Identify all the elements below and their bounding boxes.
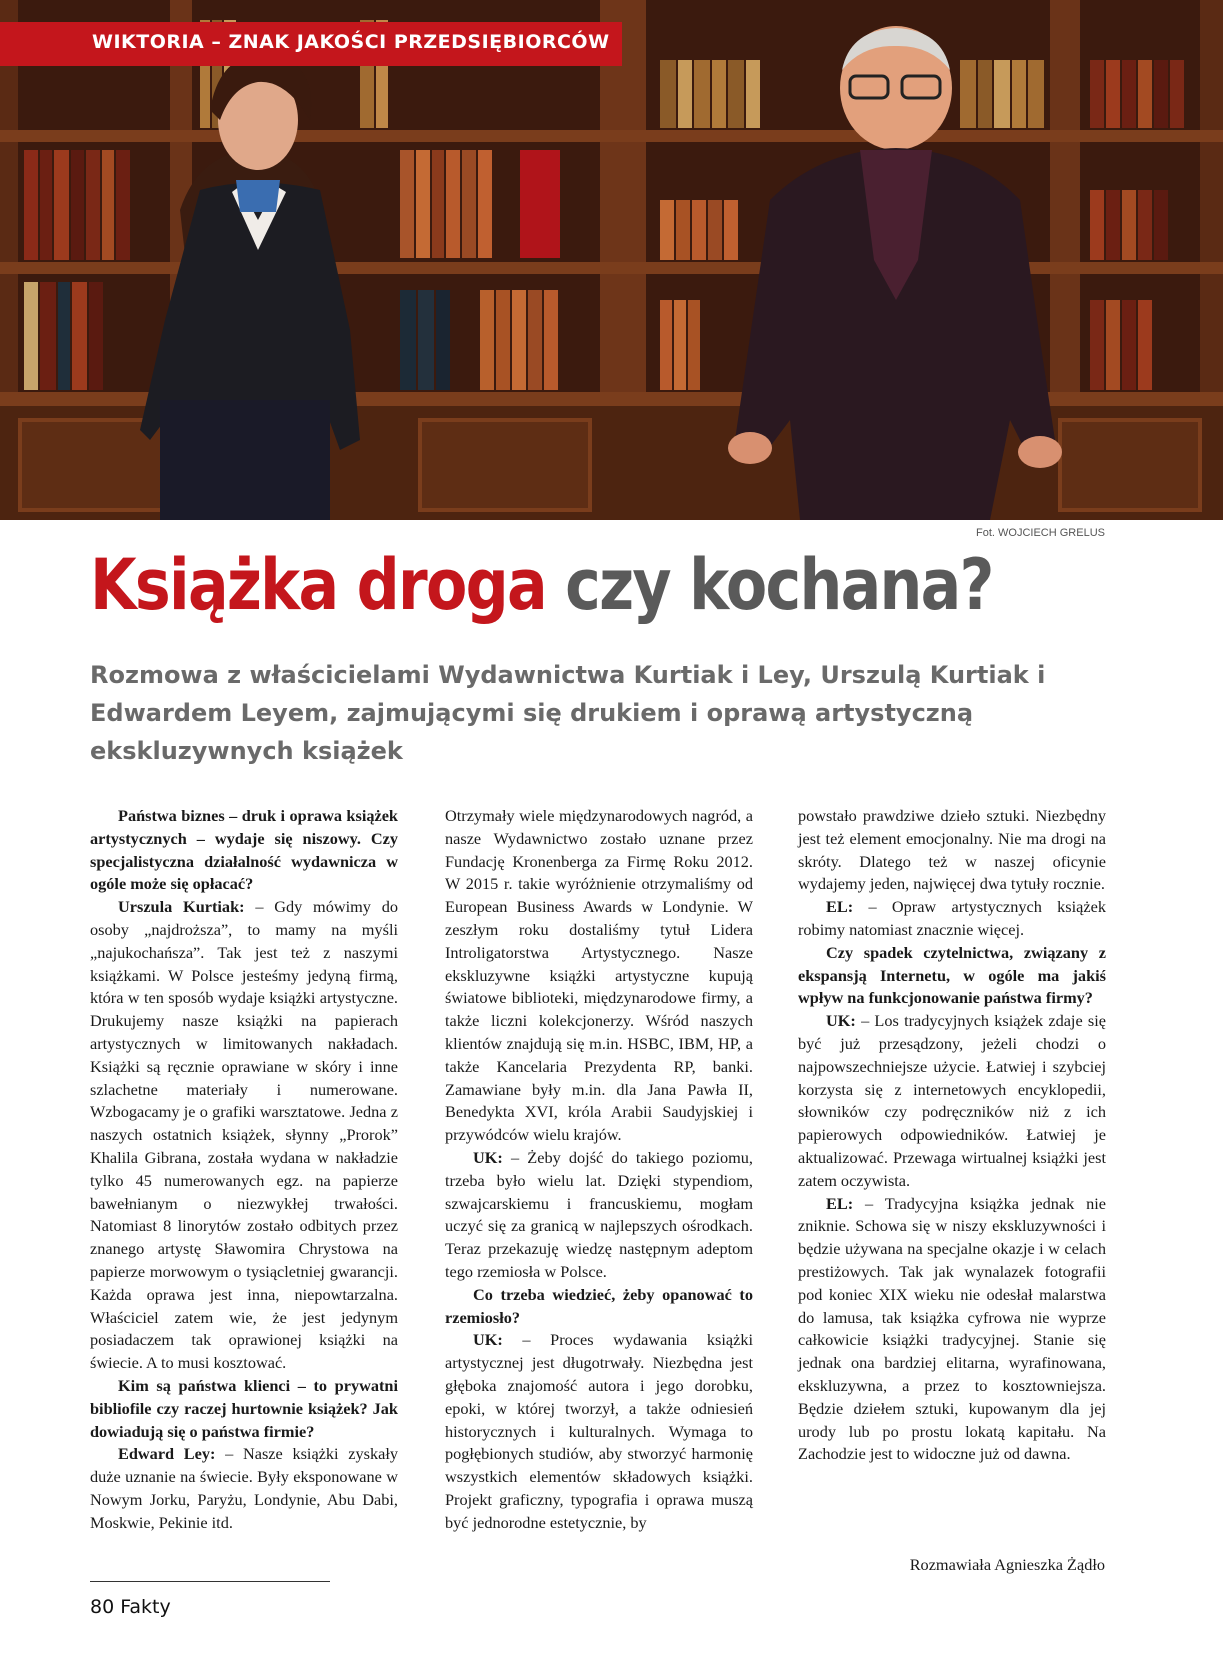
section-banner <box>0 22 622 66</box>
question: Państwa biznes – druk i oprawa książek artystycznych – wydaje się niszowy. Czy specjalistyczna działalność wydawnicza w ogóle może się opłacać? <box>90 806 398 894</box>
bookshelf-illustration <box>0 0 1223 520</box>
answer-paragraph <box>445 1329 753 1534</box>
answer-paragraph <box>445 1147 753 1284</box>
answer-paragraph <box>798 896 1106 942</box>
headline <box>90 545 993 625</box>
answer-text: – Nasze książki zyskały duże uznanie na świecie. Były eksponowane w Nowym Jorku, Paryżu, Londynie, Abu Dabi, Moskwie, Pekinie itd. <box>90 1444 398 1532</box>
headline-red: Książka droga <box>90 544 546 626</box>
answer-paragraph <box>798 1193 1106 1467</box>
headline-grey: czy kochana? <box>565 544 993 626</box>
speaker-label: Urszula Kurtiak: <box>118 897 245 917</box>
answer-text: – Żeby dojść do takiego poziomu, trzeba było wielu lat. Dzięki stypendiom, szwajcarskiemu i francuskiemu, mogłam uczyć się za granicą w najlepszych ośrodkach. Teraz przekazuję wiedzę następnym adeptom tego rzemiosła w Polsce. <box>445 1147 753 1281</box>
lead-paragraph: Rozmowa z właścicielami Wydawnictwa Kurtiak i Ley, Urszulą Kurtiak i Edwardem Leyem, zajmującymi się drukiem i oprawą artystyczną ekskluzywnych książek <box>90 661 1046 765</box>
footer-divider <box>90 1581 330 1582</box>
speaker-label: Edward Ley: <box>118 1444 216 1464</box>
question: Co trzeba wiedzieć, żeby opanować to rzemiosło? <box>445 1284 753 1327</box>
continued-paragraph: Otrzymały wiele międzynarodowych nagród, a nasze Wydawnictwo zostało uznane przez Fundację Kronenberga za Firmę Roku 2012. W 2015 r. takie wyróżnienie otrzymaliśmy od European Business Awards w Londynie. W zeszłym roku dostaliśmy tytuł Lidera Introligatorstwa Artystycznego. Nasze ekskluzywne książki artystyczne kupują światowe biblioteki, międzynarodowe firmy, a także liczni kolekcjonerzy. Wśród naszych klientów znajdują się m.in. HSBC, IBM, HP, a także Kancelaria Prezydenta RP, banki. Zamawiane były m.in. dla Jana Pawła II, Benedykta XVI, króla Arabii Saudyjskiej i przywódców wielu krajów. <box>445 806 753 1145</box>
speaker-label: EL: <box>826 897 854 917</box>
speaker-label: EL: <box>826 1193 854 1213</box>
column-1 <box>90 805 398 1535</box>
question: Kim są państwa klienci – to prywatni bibliofile czy raczej hurtownie książek? Jak dowiadują się o państwa firmie? <box>90 1375 398 1441</box>
answer-paragraph <box>90 1443 398 1534</box>
answer-text: – Tradycyjna książka jednak nie zniknie. Schowa się w niszy ekskluzywności i będzie używana na specjalne okazje i w celach prestiżowych. Tak jak wynalazek fotografii pod koniec XIX wieku nie odesłał malarstwa do lamusa, tak książka cyfrowa nie wyprze całkowicie książki tradycyjnej. Stanie się jednak ona bardziej elitarna, wyrafinowana, ekskluzywna, a przez to kosztowniejsza. Będzie dziełem sztuki, kupowanym dla jej urody lub po prostu lokatą kapitału. Na Zachodzie jest to widoczne już od dawna. <box>798 1193 1106 1464</box>
question: Czy spadek czytelnictwa, związany z ekspansją Internetu, w ogóle ma jakiś wpływ na funkcjonowanie państwa firmy? <box>798 942 1106 1008</box>
author-signature: Rozmawiała Agnieszka Żądło <box>909 1555 1105 1574</box>
page-number: 80 Fakty <box>90 1596 171 1618</box>
answer-text: – Gdy mówimy do osoby „najdroższa”, to mamy na myśli „najukochańsza”. Tak jest też z naszymi książkami. W Polsce jesteśmy jedyną firmą, która w ten sposób wydaje książki artystyczne. Drukujemy nasze książki na papierach artystycznych w limitowanych nakładach. Książki są ręcznie oprawiane w skóry i inne szlachetne materiały i numerowane. Wzbogacamy je o grafiki warsztatowe. Jedna z naszych ostatnich książek, słynny „Prorok” Khalila Gibrana, została wydana w nakładzie tylko 45 numerowanych egz. na papierze bawełnianym o niezwykłej trwałości. Natomiast 8 linorytów zostało odbitych przez znanego artystę Sławomira Chrystowa na papierze morwowym o tysiącletniej gwarancji. Każda oprawa jest inna, niepowtarzalna. Właściciel zatem wie, że jest jedynym posiadaczem tak oprawionej książki na świecie. A to musi kosztować. <box>90 897 398 1373</box>
speaker-label: UK: <box>473 1147 503 1167</box>
column-3 <box>798 805 1106 1466</box>
answer-text: – Proces wydawania książki artystycznej jest długotrwały. Niezbędna jest głęboka znajomość autora i jego dorobku, epoki, w której tworzył, a także odniesień historycznych i kulturalnych. Wymaga to pogłębionych studiów, aby stworzyć harmonię wszystkich elementów składowych książki. Projekt graficzny, typografia i oprawa muszą być jednorodne estetycznie, by <box>445 1330 753 1532</box>
answer-paragraph <box>798 1010 1106 1192</box>
answer-paragraph <box>90 896 398 1375</box>
continued-paragraph: powstało prawdziwe dzieło sztuki. Niezbędny jest też element emocjonalny. Nie ma drogi na skróty. Dlatego też w naszej oficynie wydajemy jeden, najwięcej dwa tytuły rocznie. <box>798 806 1106 894</box>
header-photo <box>0 0 1223 520</box>
answer-text: – Los tradycyjnych książek zdaje się być już przesądzony, jeżeli chodzi o najpowszechniejsze użycie. Łatwiej i szybciej korzysta się z internetowych encyklopedii, słowników czy podręczników niż z ich papierowych odpowiedników. Łatwiej je aktualizować. Przewaga wirtualnej książki jest zatem oczywista. <box>798 1011 1106 1190</box>
speaker-label: UK: <box>473 1330 503 1350</box>
section-title: WIKTORIA – ZNAK JAKOŚCI PRZEDSIĘBIORCÓW <box>92 31 610 53</box>
photo-credit: Fot. WOJCIECH GRELUS <box>976 527 1105 539</box>
column-2 <box>445 805 753 1535</box>
answer-text: – Opraw artystycznych książek robimy natomiast znacznie więcej. <box>798 897 1106 939</box>
speaker-label: UK: <box>826 1011 856 1031</box>
